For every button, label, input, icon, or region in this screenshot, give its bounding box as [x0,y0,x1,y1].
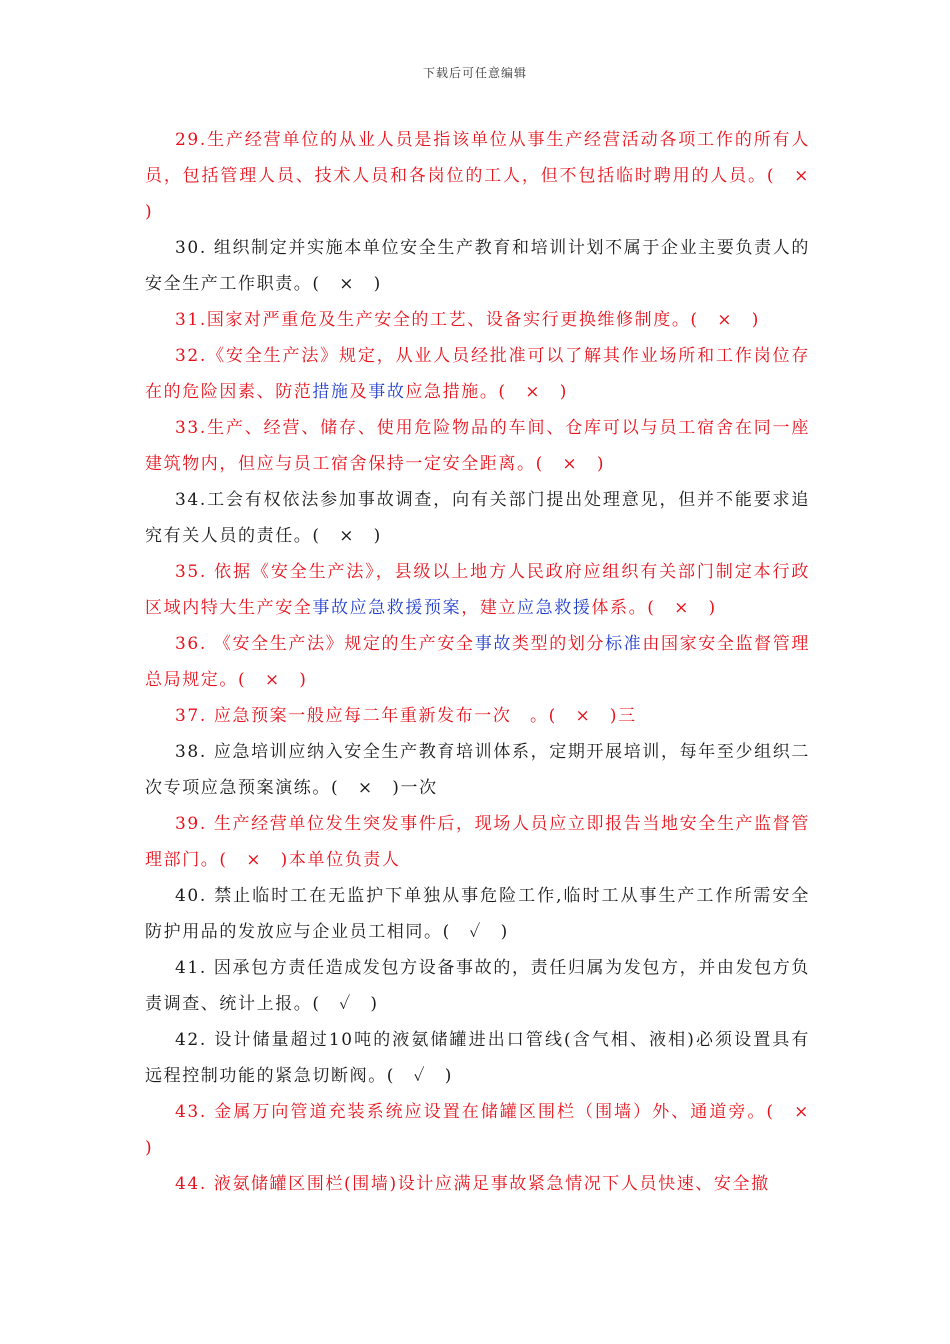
question-item-37 [145,698,810,734]
question-item-38 [145,734,810,806]
question-item-35 [145,554,810,626]
question-text-segment: 33.生产、经营、储存、使用危险物品的车间、仓库可以与员工宿舍在同一座建筑物内，但应与员工宿舍保持一定安全距离。( × ) [145,418,810,474]
question-text-segment: 44. 液氨储罐区围栏(围墙)设计应满足事故紧急情况下人员快速、安全撤 [175,1174,770,1194]
question-text-segment: 事故 [312,598,350,618]
question-text-segment: ，建立 [461,598,518,618]
question-item-39 [145,806,810,878]
question-text-segment: 39. 生产经营单位发生突发事件后，现场人员应立即报告当地安全生产监督管理部门。( × )本单位负责人 [145,814,810,870]
question-text-segment: 43. 金属万向管道充装系统应设置在储罐区围栏（围墙）外、通道旁。( × ) [145,1102,829,1158]
question-text-segment: 事故 [474,634,512,654]
question-item-42 [145,1022,810,1094]
question-text-segment: 应急措施。( × ) [405,382,568,402]
question-list [145,122,829,1202]
question-text-segment: 及 [349,382,369,402]
question-text-segment: 应急救援 [517,598,592,618]
question-text-segment: 事故 [368,382,406,402]
question-text-segment: 类型的划分 [511,634,606,654]
question-item-34 [145,482,810,554]
question-item-43 [145,1094,829,1166]
question-text-segment: 30. 组织制定并实施本单位安全生产教育和培训计划不属于企业主要负责人的安全生产工作职责。( × ) [145,238,810,294]
question-text-segment: 29.生产经营单位的从业人员是指该单位从事生产经营活动各项工作的所有人员，包括管理人员、技术人员和各岗位的工人，但不包括临时聘用的人员。( × ) [145,130,829,222]
question-item-41 [145,950,810,1022]
question-item-31 [145,302,810,338]
question-item-32 [145,338,810,410]
question-text-segment: 36. 《安全生产法》规定的生产安全 [175,634,475,654]
question-text-segment: 37. 应急预案一般应每二年重新发布一次 。( × )三 [175,706,637,726]
question-item-44 [145,1166,810,1202]
page-header: 下载后可任意编辑 [422,66,527,80]
question-text-segment: 体系。( × ) [591,598,717,618]
question-text-segment: 41. 因承包方责任造成发包方设备事故的，责任归属为发包方，并由发包方负责调查、统计上报。( ✓ ) [145,958,810,1014]
question-item-30 [145,230,810,302]
question-text-segment: 42. 设计储量超过10吨的液氨储罐进出口管线(含气相、液相)必须设置具有远程控制功能的紧急切断阀。( ✓ ) [145,1030,810,1086]
question-text-segment: 34.工会有权依法参加事故调查，向有关部门提出处理意见，但并不能要求追究有关人员的责任。( × ) [145,490,810,546]
question-text-segment: 40. 禁止临时工在无监护下单独从事危险工作,临时工从事生产工作所需安全防护用品的发放应与企业员工相同。( ✓ ) [145,886,810,942]
question-item-40 [145,878,810,950]
question-text-segment: 标准 [605,634,643,654]
question-text-segment: 35. 依据《安全生产法》，县级以上地方人民政府应组织有关部门制定本行政区域内特大生产安全 [145,562,810,618]
question-text-segment: 38. 应急培训应纳入安全生产教育培训体系，定期开展培训，每年至少组织二次专项应急预案演练。( × )一次 [145,742,810,798]
question-text-segment: 32.《安全生产法》规定，从业人员经批准可以了解其作业场所和工作岗位存在的危险因素、防范 [145,346,810,402]
question-item-29 [145,122,829,230]
question-item-36 [145,626,810,698]
question-item-33 [145,410,810,482]
question-text-segment: 由国家安全监督管理总局规定。( × ) [145,634,811,690]
question-text-segment: 31.国家对严重危及生产安全的工艺、设备实行更换维修制度。( × ) [175,310,760,330]
question-text-segment: 应急救援预案 [349,598,462,618]
question-text-segment: 措施 [312,382,350,402]
